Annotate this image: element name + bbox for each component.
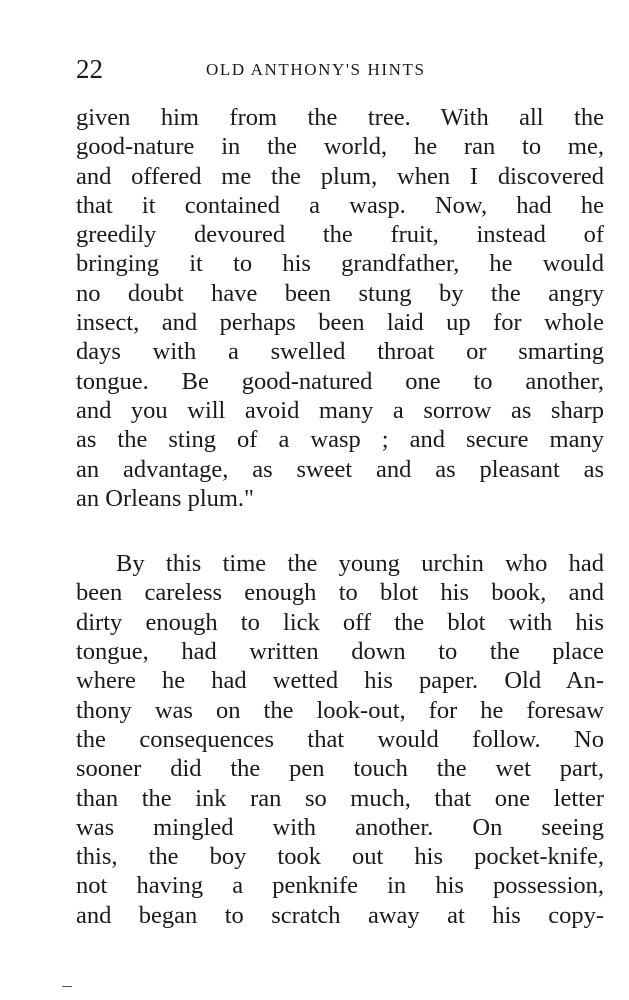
text-line: insect, and perhaps been laid up for whole <box>76 309 604 337</box>
text-line: than the ink ran so much, that one letter <box>76 784 604 812</box>
text-line: and you will avoid many a sorrow as sharp <box>76 396 604 424</box>
text-line: and began to scratch away at his copy- <box>76 901 604 929</box>
text-line: bringing it to his grandfather, he would <box>76 250 604 278</box>
text-line: this, the boy took out his pocket-knife, <box>76 843 604 871</box>
paragraph-gap <box>76 513 604 549</box>
text-line: where he had wetted his paper. Old An- <box>76 667 604 695</box>
text-line: an advantage, as sweet and as pleasant as <box>76 455 604 483</box>
paragraph-2 <box>76 549 604 930</box>
text-line: sooner did the pen touch the wet part, <box>76 755 604 783</box>
running-head <box>76 52 604 86</box>
text-line: not having a penknife in his possession, <box>76 872 604 900</box>
text-line: that it contained a wasp. Now, had he <box>76 191 604 219</box>
paragraph-1 <box>76 103 604 513</box>
text-line: been careless enough to blot his book, and <box>76 579 604 607</box>
scan-mark <box>62 986 72 987</box>
text-line: tongue. Be good-natured one to another, <box>76 367 604 395</box>
text-line: days with a swelled throat or smarting <box>76 338 604 366</box>
text-line: given him from the tree. With all the <box>76 104 604 131</box>
text-line: as the sting of a wasp ; and secure many <box>76 426 604 454</box>
text-line: and offered me the plum, when I discovered <box>76 162 604 190</box>
text-line: thony was on the look-out, for he foresaw <box>76 696 604 724</box>
text-line: good-nature in the world, he ran to me, <box>76 133 604 161</box>
page-number: 22 <box>76 54 103 84</box>
text-line: was mingled with another. On seeing <box>76 813 604 841</box>
text-line: dirty enough to lick off the blot with his <box>76 608 604 636</box>
text-line: By this time the young urchin who had <box>116 550 604 578</box>
body-text <box>76 103 604 930</box>
text-line: tongue, had written down to the place <box>76 638 604 666</box>
text-line: the consequences that would follow. No <box>76 725 604 753</box>
text-line: an Orleans plum." <box>76 484 255 512</box>
running-title: OLD ANTHONY'S HINTS <box>206 60 426 79</box>
text-line: no doubt have been stung by the angry <box>76 279 604 307</box>
text-line: greedily devoured the fruit, instead of <box>76 221 604 249</box>
